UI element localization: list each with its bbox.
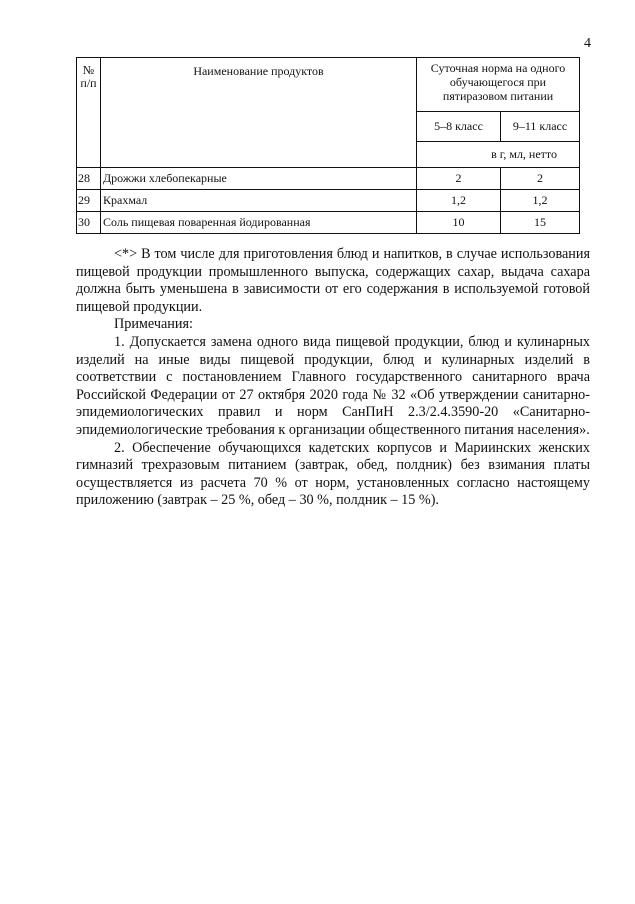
notes-block xyxy=(76,246,590,510)
table-row xyxy=(77,190,580,212)
row-value-5-8: 10 xyxy=(417,212,501,234)
notes-title: Примечания: xyxy=(114,316,193,333)
row-value-9-11: 1,2 xyxy=(501,190,580,212)
row-name: Дрожжи хлебопекарные xyxy=(101,168,417,190)
table-row xyxy=(77,168,580,190)
row-value-5-8: 2 xyxy=(417,168,501,190)
note-1: 1. Допускается замена одного вида пищевой продукции, блюд и кулинарных изделий на иные виды пищевой продукции, блюд и кулинарных изделий в соответствии с постановлением Главного государственного санитарного врача Российской Федерации от 27 октября 2020 года № 32 «Об утверждении санитарно-эпидемиологических правил и норм СанПиН 2.3/2.4.3590-20 «Санитарно-эпидемиологические требования к организации общественного питания населения». xyxy=(76,333,590,438)
row-name: Соль пищевая поваренная йодированная xyxy=(101,212,417,234)
header-num: № п/п xyxy=(77,58,101,168)
row-num: 30 xyxy=(77,212,101,234)
header-norm: Суточная норма на одного обучающегося при пятиразовом питании xyxy=(417,58,580,112)
header-unit: в г, мл, нетто xyxy=(417,142,580,168)
row-value-5-8: 1,2 xyxy=(417,190,501,212)
row-num: 28 xyxy=(77,168,101,190)
footnote: <*> В том числе для приготовления блюд и напитков, в случае использования пищевой продукции промышленного выпуска, содержащих сахар, выдача сахара должна быть уменьшена в зависимости от его содержания в используемой готовой пищевой продукции. xyxy=(76,246,590,315)
table-row xyxy=(77,212,580,234)
row-value-9-11: 15 xyxy=(501,212,580,234)
header-class-9-11: 9–11 класс xyxy=(501,112,580,142)
row-name: Крахмал xyxy=(101,190,417,212)
note-2: 2. Обеспечение обучающихся кадетских корпусов и Мариинских женских гимназий трехразовым питанием (завтрак, обед, полдник) без взимания платы осуществляется из расчета 70 % от норм, установленных согласно настоящему приложению (завтрак – 25 %, обед – 30 %, полдник – 15 %). xyxy=(76,439,590,509)
page-number: 4 xyxy=(584,36,591,51)
norms-table xyxy=(76,57,580,234)
row-num: 29 xyxy=(77,190,101,212)
header-name: Наименование продуктов xyxy=(101,58,417,168)
header-class-5-8: 5–8 класс xyxy=(417,112,501,142)
row-value-9-11: 2 xyxy=(501,168,580,190)
